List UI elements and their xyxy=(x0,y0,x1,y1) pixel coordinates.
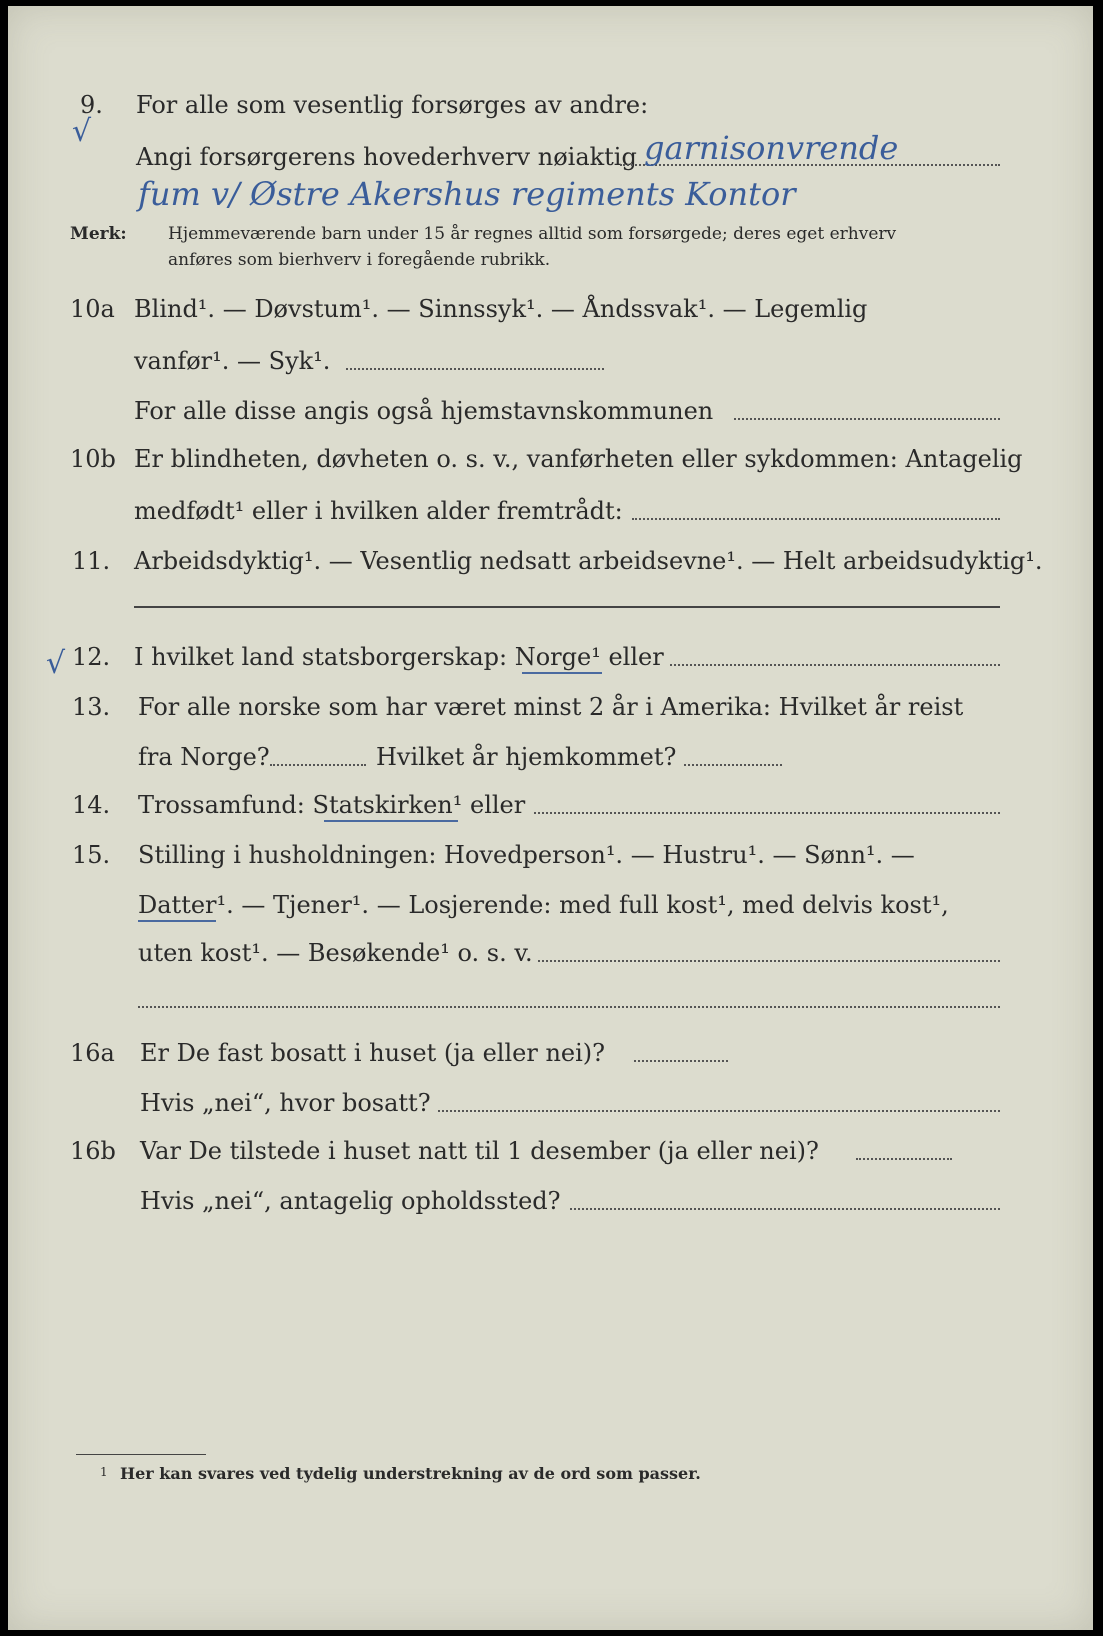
q10a-answer-line[interactable] xyxy=(346,368,604,370)
q16b-line2: Hvis „nei“, antagelig opholdssted? xyxy=(140,1187,561,1215)
q10a-line3: For alle disse angis også hjemstavnskommunen xyxy=(134,397,714,425)
census-form-page xyxy=(8,6,1093,1630)
q13-line2a: fra Norge? xyxy=(138,743,270,771)
q15-extra-line[interactable] xyxy=(138,1006,1000,1008)
q16a-line1: Er De fast bosatt i huset (ja eller nei)? xyxy=(140,1039,606,1067)
q16a-bosatt-line[interactable] xyxy=(438,1110,1000,1112)
q11-line1: Arbeidsdyktig¹. — Vesentlig nedsatt arbeidsevne¹. — Helt arbeidsudyktig¹. xyxy=(134,547,1043,575)
q15-answer-line[interactable] xyxy=(538,960,1000,962)
q10a-line2: vanfør¹. — Syk¹. xyxy=(134,347,331,375)
q13-year-returned-line[interactable] xyxy=(684,764,782,766)
norge-underline xyxy=(522,672,602,674)
q16b-number: 16b xyxy=(70,1137,116,1165)
q15-number: 15. xyxy=(72,841,111,869)
footnote-mark: 1 xyxy=(100,1465,108,1479)
statskirken-underline xyxy=(324,820,458,822)
checkmark-icon: √ xyxy=(72,114,92,149)
q10a-kommune-line[interactable] xyxy=(734,418,1000,420)
q16b-line1: Var De tilstede i huset natt til 1 desember (ja eller nei)? xyxy=(140,1137,819,1165)
q16a-number: 16a xyxy=(70,1039,115,1067)
q12-number: 12. xyxy=(72,643,111,671)
q10b-number: 10b xyxy=(70,445,116,473)
merk-line1: Hjemmeværende barn under 15 år regnes alltid som forsørgede; deres eget erhverv xyxy=(168,224,897,244)
q9-line1: For alle som vesentlig forsørges av andre: xyxy=(136,91,649,119)
q10a-line1: Blind¹. — Døvstum¹. — Sinnssyk¹. — Åndssvak¹. — Legemlig xyxy=(134,295,868,323)
q10a-number: 10a xyxy=(70,295,115,323)
q10b-line1: Er blindheten, døvheten o. s. v., vanførheten eller sykdommen: Antagelig xyxy=(134,445,1023,473)
checkmark-icon: √ xyxy=(46,646,66,681)
merk-line2: anføres som bierhverv i foregående rubrikk. xyxy=(168,250,551,270)
q14-number: 14. xyxy=(72,791,111,819)
q16a-answer-line[interactable] xyxy=(634,1060,728,1062)
q13-year-left-line[interactable] xyxy=(270,764,366,766)
q13-line1: For alle norske som har været minst 2 år i Amerika: Hvilket år reist xyxy=(138,693,964,721)
q13-line2b: Hvilket år hjemkommet? xyxy=(376,743,677,771)
q11-number: 11. xyxy=(72,547,111,575)
q13-number: 13. xyxy=(72,693,111,721)
q11-answer-line[interactable] xyxy=(134,606,1000,608)
q9-handwritten-answer-1: garnisonvrende xyxy=(644,129,899,167)
q10b-line2: medfødt¹ eller i hvilken alder fremtrådt: xyxy=(134,497,623,525)
q9-line2: Angi forsørgerens hovederhverv nøiaktig xyxy=(136,143,637,171)
q12-answer-line[interactable] xyxy=(670,664,1000,666)
q9-number: 9. xyxy=(80,91,103,119)
q15-line2: Datter¹. — Tjener¹. — Losjerende: med full kost¹, med delvis kost¹, xyxy=(138,891,949,919)
footnote-divider xyxy=(76,1454,206,1455)
q14-line1: Trossamfund: Statskirken¹ eller xyxy=(138,791,526,819)
merk-label: Merk: xyxy=(70,224,127,244)
q16b-answer-line[interactable] xyxy=(856,1158,952,1160)
q12-line1: I hvilket land statsborgerskap: Norge¹ eller xyxy=(134,643,664,671)
q9-handwritten-answer-2: fum v/ Østre Akershus regiments Kontor xyxy=(138,175,796,213)
q14-answer-line[interactable] xyxy=(534,812,1000,814)
q16a-line2: Hvis „nei“, hvor bosatt? xyxy=(140,1089,431,1117)
footnote-text: Her kan svares ved tydelig understrekning av de ord som passer. xyxy=(120,1464,701,1483)
q16b-opholdssted-line[interactable] xyxy=(570,1208,1000,1210)
datter-underline xyxy=(138,920,216,922)
q10b-answer-line[interactable] xyxy=(632,518,1000,520)
q15-line1: Stilling i husholdningen: Hovedperson¹. — Hustru¹. — Sønn¹. — xyxy=(138,841,915,869)
q15-line3: uten kost¹. — Besøkende¹ o. s. v. xyxy=(138,939,533,967)
